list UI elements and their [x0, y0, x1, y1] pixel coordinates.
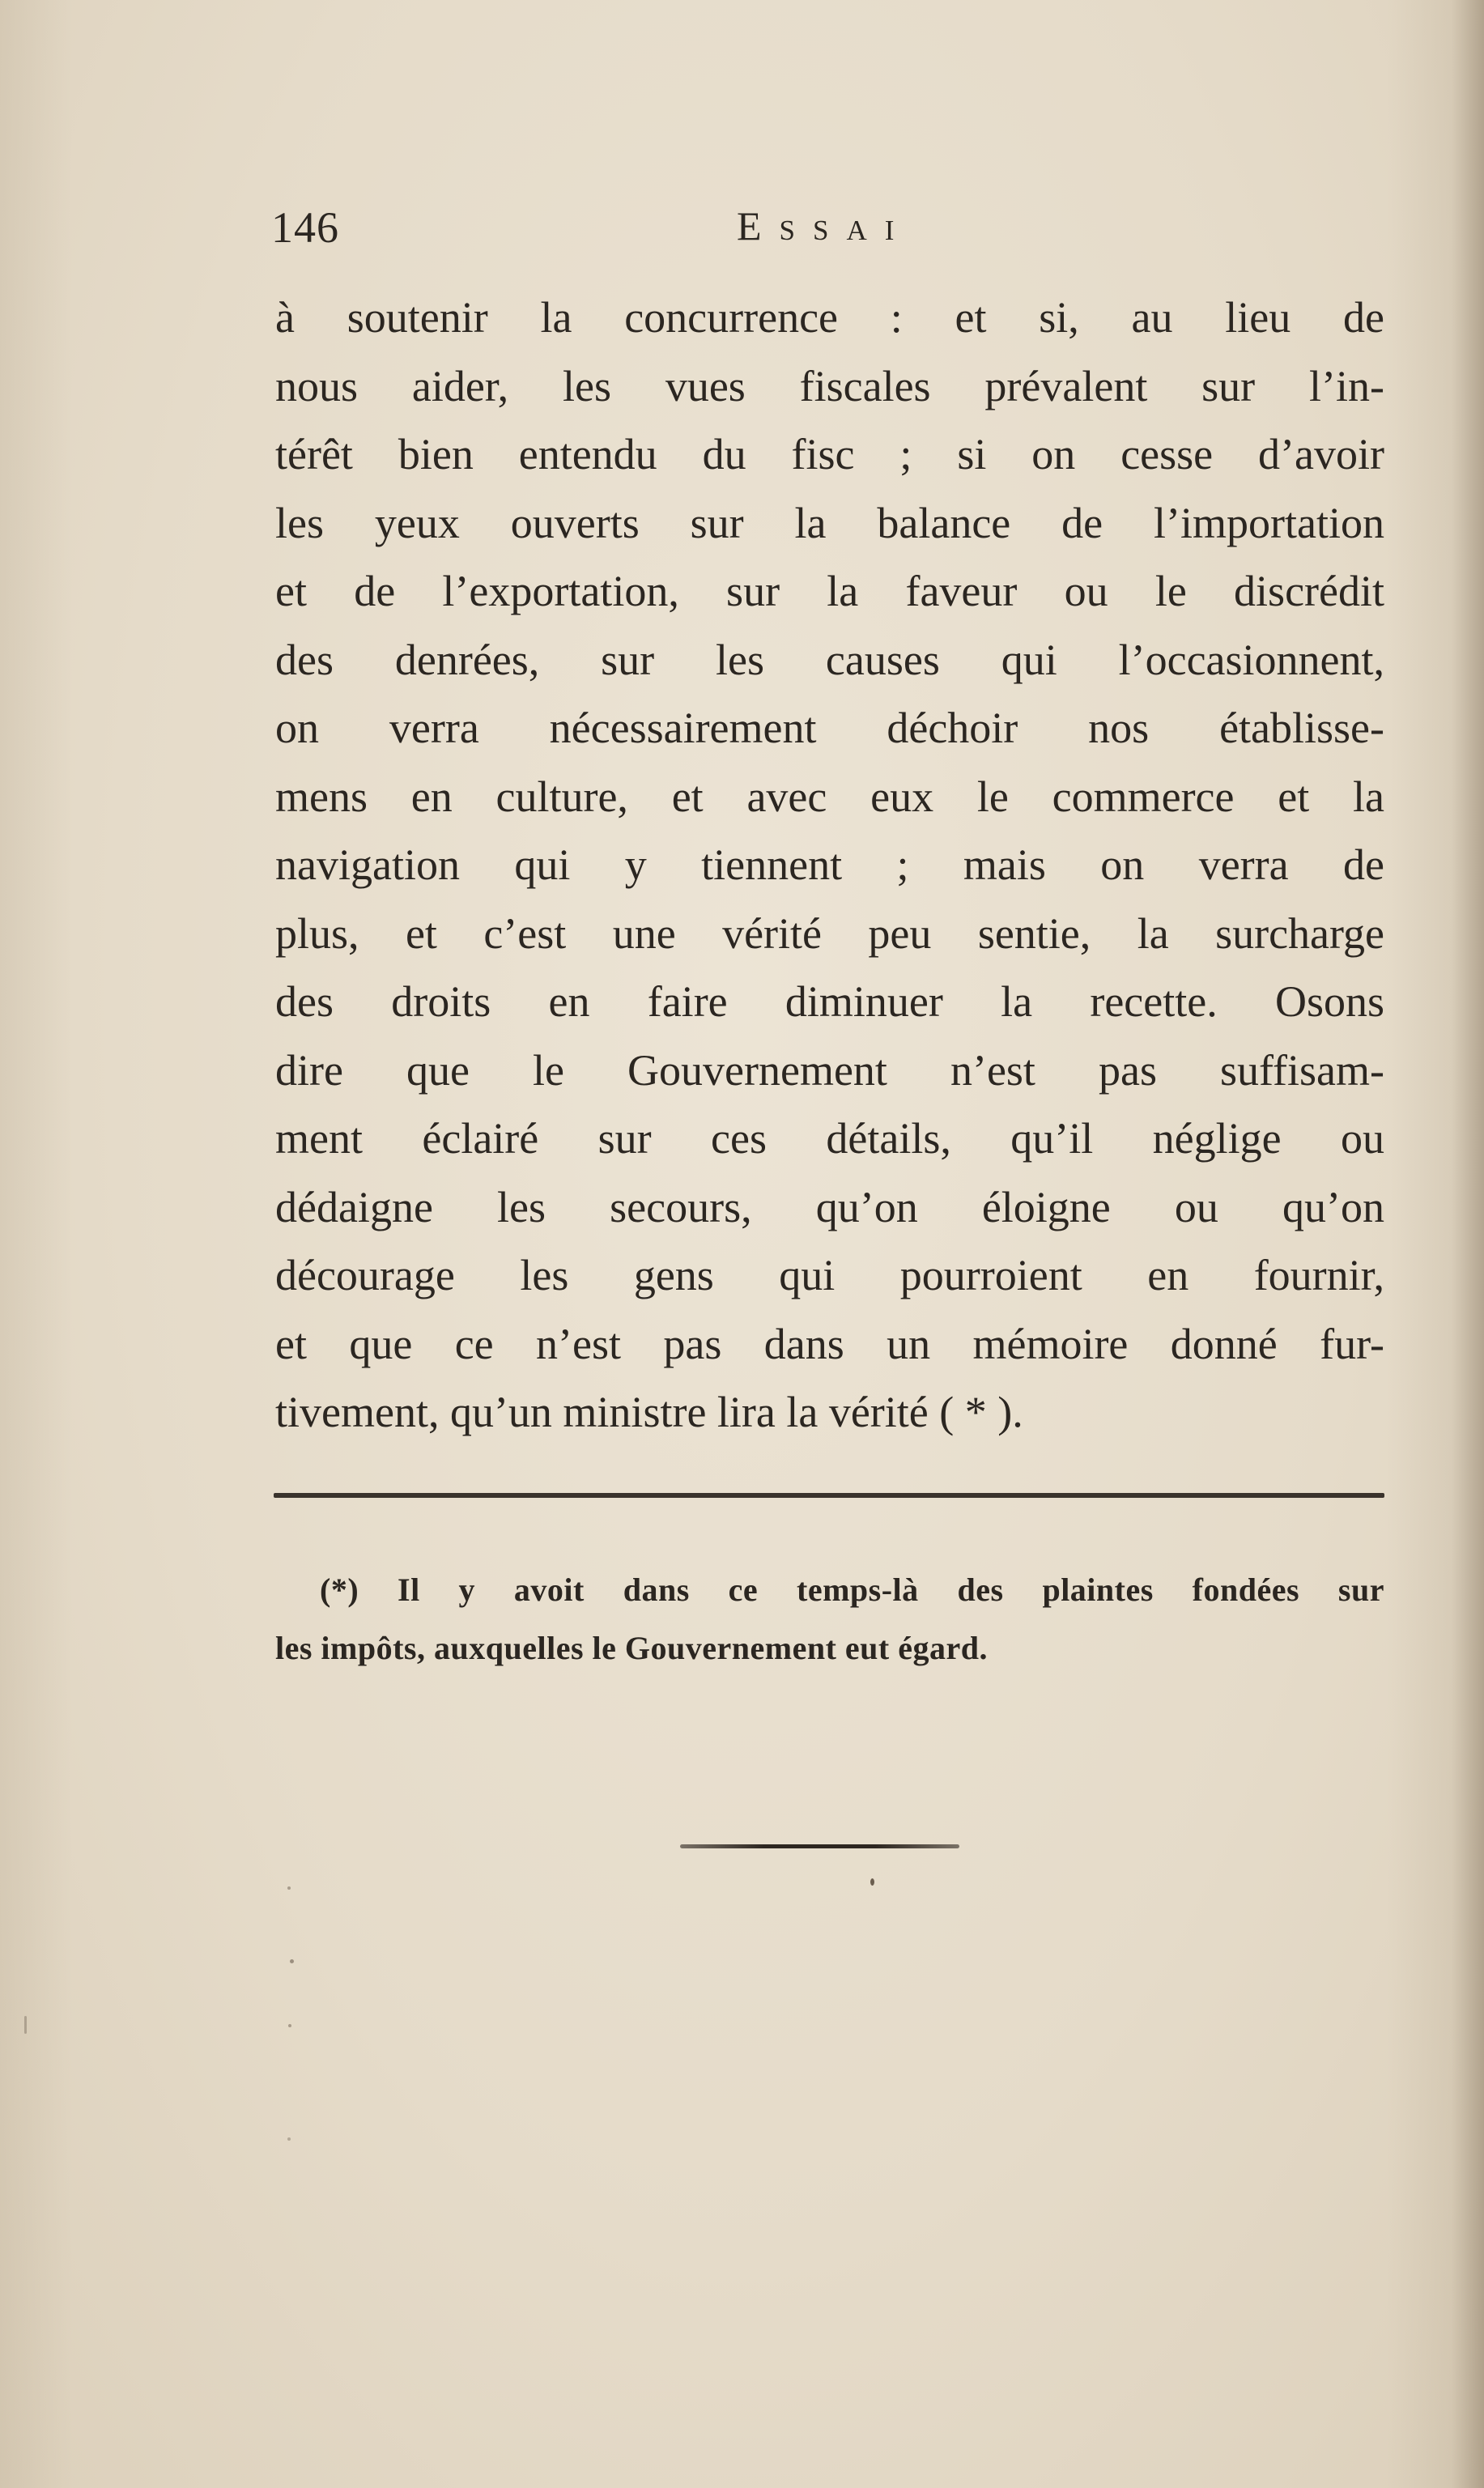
- page-number: 146: [271, 203, 339, 252]
- body-line: des denrées, sur les causes qui l’occasionnent,: [275, 635, 1384, 684]
- paper-speck: [24, 2016, 27, 2034]
- paper-speck: [288, 2024, 291, 2027]
- body-line: dire que le Gouvernement n’est pas suffisam-: [275, 1045, 1384, 1095]
- footnote: [275, 1561, 1384, 1678]
- body-line: navigation qui y tiennent ; mais on verra de: [275, 840, 1384, 889]
- body-line: mens en culture, et avec eux le commerce et la: [275, 772, 1384, 821]
- footnote-separator-rule: [274, 1493, 1384, 1498]
- body-line: dédaigne les secours, qu’on éloigne ou qu’on: [275, 1182, 1384, 1231]
- body-line: les yeux ouverts sur la balance de l’importation: [275, 498, 1384, 547]
- paper-speck: [287, 1886, 291, 1890]
- running-title: Essai: [737, 203, 912, 249]
- body-text: [275, 283, 1384, 1447]
- body-line: ment éclairé sur ces détails, qu’il néglige ou: [275, 1114, 1384, 1163]
- footnote-line-last: les impôts, auxquelles le Gouvernement eut égard.: [275, 1630, 988, 1666]
- body-line-last: tivement, qu’un ministre lira la vérité ( * ).: [275, 1388, 1023, 1436]
- body-line: des droits en faire diminuer la recette. Osons: [275, 977, 1384, 1026]
- body-line: nous aider, les vues fiscales prévalent sur l’in-: [275, 361, 1384, 410]
- paper-speck: [290, 1959, 294, 1963]
- paper-speck: [870, 1878, 874, 1886]
- body-line: et que ce n’est pas dans un mémoire donné fur-: [275, 1319, 1384, 1368]
- body-line: et de l’exportation, sur la faveur ou le discrédit: [275, 567, 1384, 615]
- body-line: à soutenir la concurrence : et si, au lieu de: [275, 293, 1384, 342]
- body-line: on verra nécessairement déchoir nos établisse-: [275, 704, 1384, 752]
- body-line: térêt bien entendu du fisc ; si on cesse d’avoir: [275, 430, 1384, 478]
- body-line: plus, et c’est une vérité peu sentie, la surcharge: [275, 908, 1384, 958]
- body-line: décourage les gens qui pourroient en fournir,: [275, 1251, 1384, 1299]
- paper-speck: [287, 2137, 291, 2141]
- running-head: [271, 202, 1388, 259]
- end-ornament-rule: [680, 1844, 959, 1848]
- footnote-line: (*) Il y avoit dans ce temps-là des plaintes fondées sur: [320, 1571, 1384, 1608]
